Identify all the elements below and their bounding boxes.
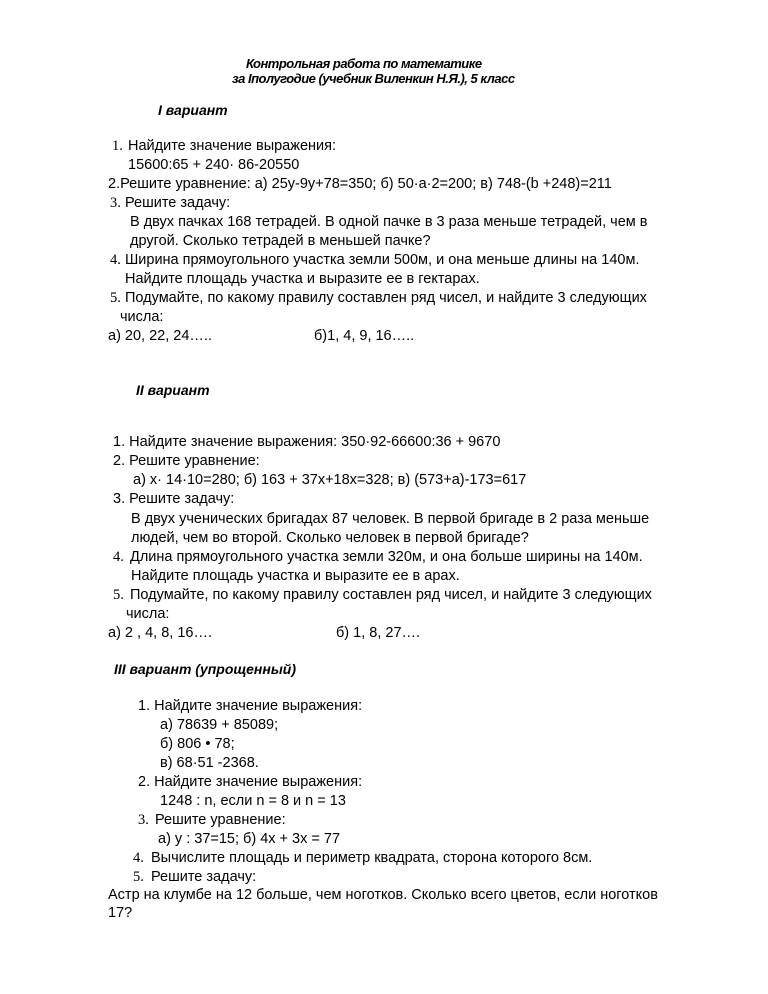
v2-task5-series-a: а) 2 , 4, 8, 16…. xyxy=(108,625,212,641)
v3-task1-a: а) 78639 + 85089; xyxy=(160,717,279,733)
v3-task4-number: 4. xyxy=(133,850,144,866)
v1-task1-text: Найдите значение выражения: xyxy=(128,138,336,154)
v2-task3-line1: В двух ученических бригадах 87 человек. В первой бригаде в 2 раза меньше xyxy=(131,511,650,527)
v1-task5-line1: Подумайте, по какому правилу составлен ряд чисел, и найдите 3 следующих xyxy=(125,290,647,306)
v2-task3-line2: людей, чем во второй. Сколько человек в первой бригаде? xyxy=(131,530,529,546)
v3-task3-number: 3. xyxy=(138,812,149,828)
v1-task5-line2: числа: xyxy=(120,309,164,325)
v1-task3-number: 3. xyxy=(110,195,121,211)
v2-task4-number: 4. xyxy=(113,549,124,565)
variant-1-title: I вариант xyxy=(158,102,228,118)
v1-task2-text: 2.Решите уравнение: а) 25у-9у+78=350; б) 50·а·2=200; в) 748-(b +248)=211 xyxy=(108,176,612,192)
v1-task1-expression: 15600:65 + 240· 86-20550 xyxy=(128,157,300,173)
v1-task3-line1: В двух пачках 168 тетрадей. В одной пачке в 3 раза меньше тетрадей, чем в xyxy=(130,214,648,230)
v1-task5-series-b: б)1, 4, 9, 16….. xyxy=(314,328,415,344)
v2-task2-text: 2. Решите уравнение: xyxy=(113,453,260,469)
doc-subtitle: за Iполугодие (учебник Виленкин Н.Я.), 5 класс xyxy=(232,71,515,86)
v3-task4-text: Вычислите площадь и периметр квадрата, сторона которого 8см. xyxy=(151,850,593,866)
v3-task3-equations: а) у : 37=15; б) 4х + 3х = 77 xyxy=(158,831,341,847)
doc-title: Контрольная работа по математике xyxy=(246,56,482,71)
v2-task1-text: 1. Найдите значение выражения: 350·92-66600:36 + 9670 xyxy=(113,434,501,450)
v1-task4-line1: Ширина прямоугольного участка земли 500м, и она меньше длины на 140м. xyxy=(125,252,640,268)
v3-task1-c: в) 68·51 -2368. xyxy=(160,755,259,771)
v1-task4-line2: Найдите площадь участка и выразите ее в гектарах. xyxy=(125,271,480,287)
v1-task3-text: Решите задачу: xyxy=(125,195,231,211)
v2-task5-line2: числа: xyxy=(126,606,170,622)
v1-task1-number: 1. xyxy=(112,138,123,154)
v3-task5-number: 5. xyxy=(133,869,144,885)
v2-task5-line1: Подумайте, по какому правилу составлен ряд чисел, и найдите 3 следующих xyxy=(130,587,652,603)
variant-3-title: III вариант (упрощенный) xyxy=(114,661,297,677)
v3-task5-line1: Астр на клумбе на 12 больше, чем ноготков. Сколько всего цветов, если ноготков xyxy=(108,887,658,903)
v1-task3-line2: другой. Сколько тетрадей в меньшей пачке? xyxy=(130,233,431,249)
v3-task2-text: 2. Найдите значение выражения: xyxy=(138,774,363,790)
v3-task3-text: Решите уравнение: xyxy=(155,812,286,828)
v1-task4-number: 4. xyxy=(110,252,121,268)
v3-task5-line2: 17? xyxy=(108,905,133,921)
v2-task4-line1: Длина прямоугольного участка земли 320м, и она больше ширины на 140м. xyxy=(130,549,643,565)
v1-task5-number: 5. xyxy=(110,290,121,306)
v3-task5-text: Решите задачу: xyxy=(151,869,257,885)
v3-task1-text: 1. Найдите значение выражения: xyxy=(138,698,363,714)
v1-task5-series-a: а) 20, 22, 24….. xyxy=(108,328,212,344)
v3-task1-b: б) 806 • 78; xyxy=(160,736,235,752)
v2-task4-line2: Найдите площадь участка и выразите ее в арах. xyxy=(131,568,460,584)
v2-task3-text: 3. Решите задачу: xyxy=(113,491,235,507)
v2-task5-number: 5. xyxy=(113,587,124,603)
variant-2-title: II вариант xyxy=(136,382,210,398)
v2-task2-equations: а) х· 14·10=280; б) 163 + 37х+18х=328; в) (573+а)-173=617 xyxy=(133,472,527,488)
v2-task5-series-b: б) 1, 8, 27…. xyxy=(336,625,421,641)
v3-task2-expression: 1248 : n, если n = 8 и n = 13 xyxy=(160,793,346,809)
